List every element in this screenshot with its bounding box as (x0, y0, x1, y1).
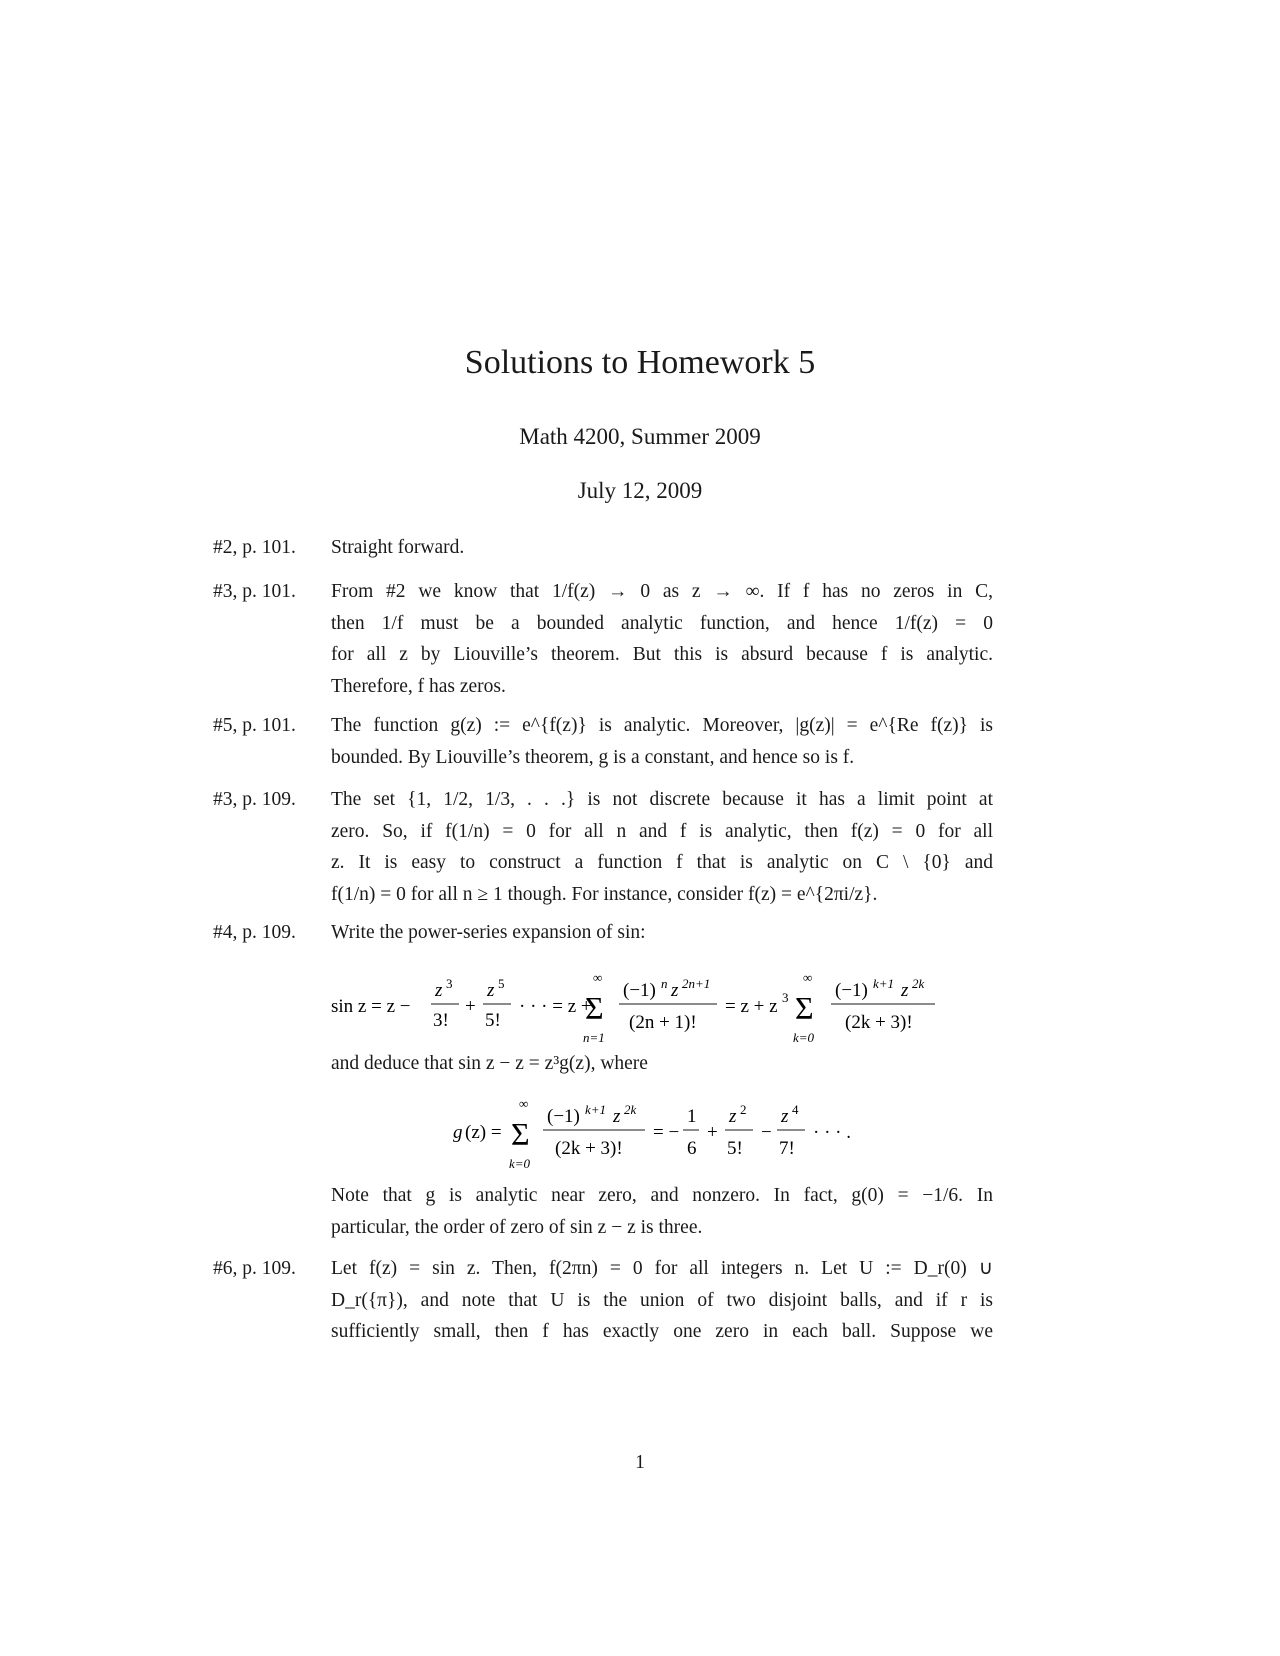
svg-text:Σ: Σ (795, 990, 814, 1026)
svg-text:g: g (453, 1122, 463, 1143)
course-subtitle: Math 4200, Summer 2009 (519, 424, 761, 449)
equation-graphic (213, 1092, 993, 1172)
svg-text:5: 5 (498, 976, 505, 991)
svg-text:5!: 5! (485, 1010, 501, 1031)
problem-line: particular, the order of zero of sin z − z is three. (331, 1216, 703, 1238)
svg-text:7!: 7! (779, 1138, 795, 1159)
problem-body (331, 532, 993, 564)
svg-text:k+1: k+1 (873, 976, 895, 991)
problem-line: for all z by Liouville’s theorem. But this is absurd because f is analytic. (331, 644, 993, 665)
svg-text:n=1: n=1 (583, 1030, 605, 1045)
svg-text:Σ: Σ (511, 1116, 530, 1152)
svg-text:(2n + 1)!: (2n + 1)! (629, 1012, 697, 1033)
svg-text:∞: ∞ (803, 970, 813, 985)
problem-body (331, 784, 993, 910)
sin-series-equation (213, 966, 993, 1046)
svg-text:(−1): (−1) (623, 980, 656, 1001)
svg-text:(2k + 3)!: (2k + 3)! (845, 1012, 913, 1033)
svg-text:= −: = − (653, 1122, 680, 1143)
svg-text:k=0: k=0 (793, 1030, 815, 1045)
problem-label: #4, p. 109. (213, 922, 296, 943)
problem-label: #6, p. 109. (213, 1258, 296, 1279)
problem-line: f(1/n) = 0 for all n ≥ 1 though. For instance, consider f(z) = e^{2πi/z}. (331, 883, 878, 905)
svg-text:k+1: k+1 (585, 1102, 607, 1117)
problem-line: The function g(z) := e^{f(z)} is analytic. Moreover, |g(z)| = e^{Re f(z)} is (331, 715, 993, 736)
svg-text:sin z = z −: sin z = z − (331, 996, 411, 1017)
svg-text:z: z (901, 980, 909, 1001)
svg-text:z: z (435, 980, 443, 1001)
svg-text:(−1): (−1) (835, 980, 868, 1001)
problem-line: Write the power-series expansion of sin: (331, 922, 646, 943)
svg-text:2n+1: 2n+1 (682, 976, 711, 991)
svg-text:3!: 3! (433, 1010, 449, 1031)
svg-text:z: z (487, 980, 495, 1001)
svg-text:· · · = z +: · · · = z + (519, 996, 592, 1017)
problem-label: #5, p. 101. (213, 715, 296, 736)
problem-line: then 1/f must be a bounded analytic function, and hence 1/f(z) = 0 (331, 612, 993, 634)
svg-text:(z) =: (z) = (465, 1122, 502, 1143)
problem-body (331, 1180, 993, 1243)
problem-line: Therefore, f has zeros. (331, 675, 506, 697)
problem-line: zero. So, if f(1/n) = 0 for all n and f is analytic, then f(z) = 0 for all (331, 820, 993, 842)
problem-line: From #2 we know that 1/f(z) → 0 as z → ∞. If f has no zeros in C, (331, 581, 993, 602)
svg-text:5!: 5! (727, 1138, 743, 1159)
svg-text:1: 1 (687, 1106, 697, 1127)
problem-line: z. It is easy to construct a function f that is analytic on C \ {0} and (331, 852, 993, 873)
svg-text:4: 4 (792, 1102, 799, 1117)
svg-text:∞: ∞ (593, 970, 603, 985)
svg-text:z: z (729, 1106, 737, 1127)
page-number: 1 (635, 1452, 645, 1473)
svg-text:+: + (465, 996, 476, 1017)
svg-text:k=0: k=0 (509, 1156, 531, 1171)
equation-graphic (213, 966, 993, 1046)
svg-text:6: 6 (687, 1138, 697, 1159)
svg-text:3: 3 (782, 990, 789, 1005)
problem-body (331, 1048, 993, 1080)
svg-text:z: z (613, 1106, 621, 1127)
problem-line: bounded. By Liouville’s theorem, g is a constant, and hence so is f. (331, 746, 855, 768)
problem-body (331, 917, 993, 949)
svg-text:· · · .: · · · . (813, 1122, 851, 1143)
document-title: Solutions to Homework 5 (464, 344, 816, 381)
svg-text:+: + (707, 1122, 718, 1143)
svg-text:= z + z: = z + z (725, 996, 778, 1017)
svg-text:Σ: Σ (585, 990, 604, 1026)
problem-body (331, 710, 993, 773)
svg-text:z: z (671, 980, 679, 1001)
problem-line: Note that g is analytic near zero, and nonzero. In fact, g(0) = −1/6. In (331, 1185, 993, 1206)
problem-line: Let f(z) = sin z. Then, f(2πn) = 0 for all integers n. Let U := D_r(0) ∪ (331, 1258, 993, 1279)
problem-line: D_r({π}), and note that U is the union of two disjoint balls, and if r is (331, 1289, 993, 1311)
svg-text:∞: ∞ (519, 1096, 529, 1111)
svg-text:3: 3 (446, 976, 453, 991)
problem-label: #3, p. 101. (213, 581, 296, 602)
problem-line: sufficiently small, then f has exactly one zero in each ball. Suppose we (331, 1321, 993, 1342)
problem-body (331, 1253, 993, 1348)
svg-text:2k: 2k (912, 976, 925, 991)
problem-line: and deduce that sin z − z = z³g(z), where (331, 1053, 648, 1074)
problem-line: Straight forward. (331, 537, 465, 558)
problem-line: The set {1, 1/2, 1/3, . . .} is not discrete because it has a limit point at (331, 789, 993, 810)
problem-body (331, 576, 993, 702)
svg-text:−: − (761, 1122, 772, 1143)
svg-text:(2k + 3)!: (2k + 3)! (555, 1138, 623, 1159)
svg-text:n: n (661, 976, 668, 991)
svg-text:z: z (781, 1106, 789, 1127)
problem-label: #3, p. 109. (213, 789, 296, 810)
svg-text:(−1): (−1) (547, 1106, 580, 1127)
svg-text:2: 2 (740, 1102, 747, 1117)
g-series-equation (213, 1092, 993, 1172)
problem-label: #2, p. 101. (213, 537, 296, 558)
svg-text:2k: 2k (624, 1102, 637, 1117)
document-date: July 12, 2009 (577, 478, 703, 503)
